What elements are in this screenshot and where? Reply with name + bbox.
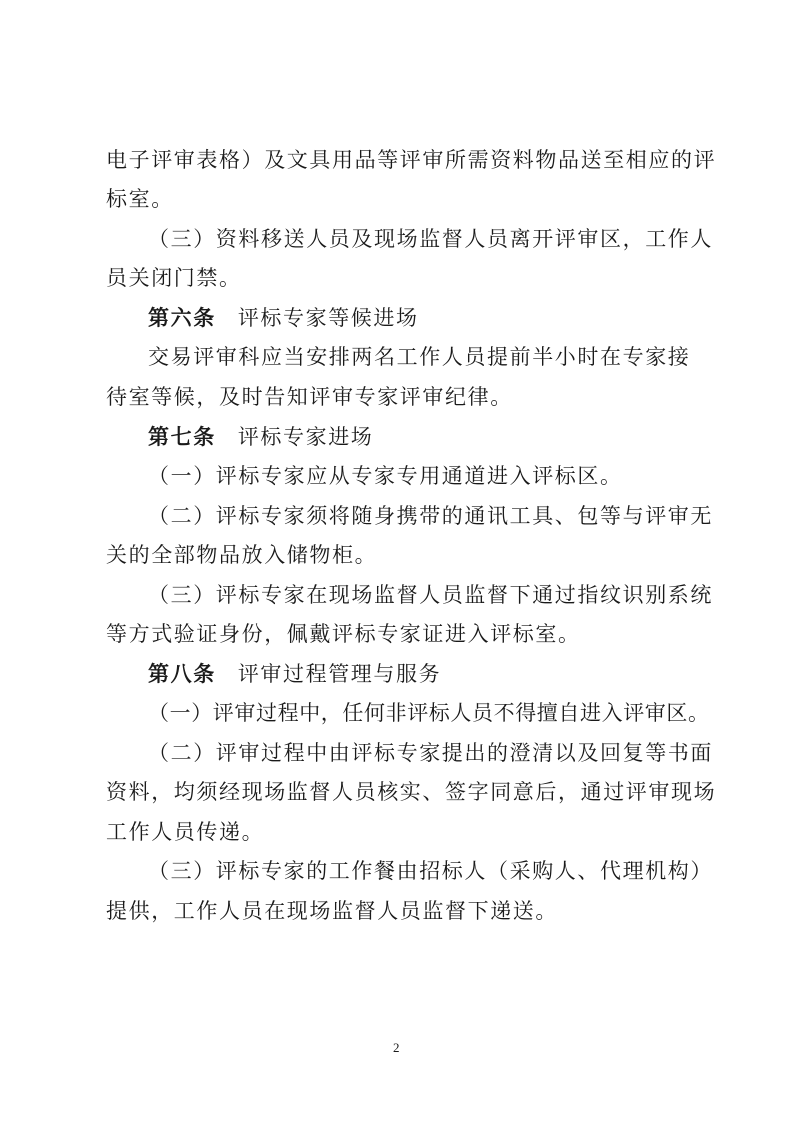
paragraph-line: 提供，工作人员在现场监督人员监督下递送。 — [106, 899, 558, 923]
article-number: 第七条 — [148, 425, 216, 449]
paragraph-line: 电子评审表格）及文具用品等评审所需资料物品送至相应的评 — [106, 148, 717, 172]
article-heading — [148, 305, 419, 331]
article-number: 第八条 — [148, 662, 216, 686]
article-heading — [148, 424, 373, 450]
article-title: 评审过程管理与服务 — [237, 662, 442, 686]
article-title: 评标专家等候进场 — [237, 306, 419, 330]
paragraph-line: （三）评标专家的工作餐由招标人（采购人、代理机构） — [148, 859, 713, 883]
paragraph-line: （一）评标专家应从专家专用通道进入评标区。 — [148, 464, 623, 488]
paragraph-line: （二）评审过程中由评标专家提出的澄清以及回复等书面 — [148, 741, 713, 765]
paragraph-line: 关的全部物品放入储物柜。 — [106, 543, 378, 567]
article-number: 第六条 — [148, 306, 216, 330]
article-title: 评标专家进场 — [237, 425, 374, 449]
paragraph-line: 资料，均须经现场监督人员核实、签字同意后，通过评审现场 — [106, 780, 717, 804]
article-heading — [148, 661, 441, 687]
paragraph-line: 待室等候，及时告知评审专家评审纪律。 — [106, 385, 513, 409]
paragraph-line: 等方式验证身份，佩戴评标专家证进入评标室。 — [106, 622, 581, 646]
paragraph-line: （一）评审过程中，任何非评标人员不得擅自进入评审区。 — [148, 701, 710, 725]
paragraph-line: （三）评标专家在现场监督人员监督下通过指纹识别系统 — [148, 583, 713, 607]
paragraph-line: 交易评审科应当安排两名工作人员提前半小时在专家接 — [148, 345, 691, 369]
paragraph-line: （三）资料移送人员及现场监督人员离开评审区，工作人 — [148, 227, 713, 251]
paragraph-line: 员关闭门禁。 — [106, 266, 242, 290]
paragraph-line: （二）评标专家须将随身携带的通讯工具、包等与评审无 — [148, 504, 713, 528]
paragraph-line: 标室。 — [106, 187, 174, 211]
paragraph-line: 工作人员传递。 — [106, 820, 265, 844]
page-number: 2 — [393, 1040, 400, 1055]
